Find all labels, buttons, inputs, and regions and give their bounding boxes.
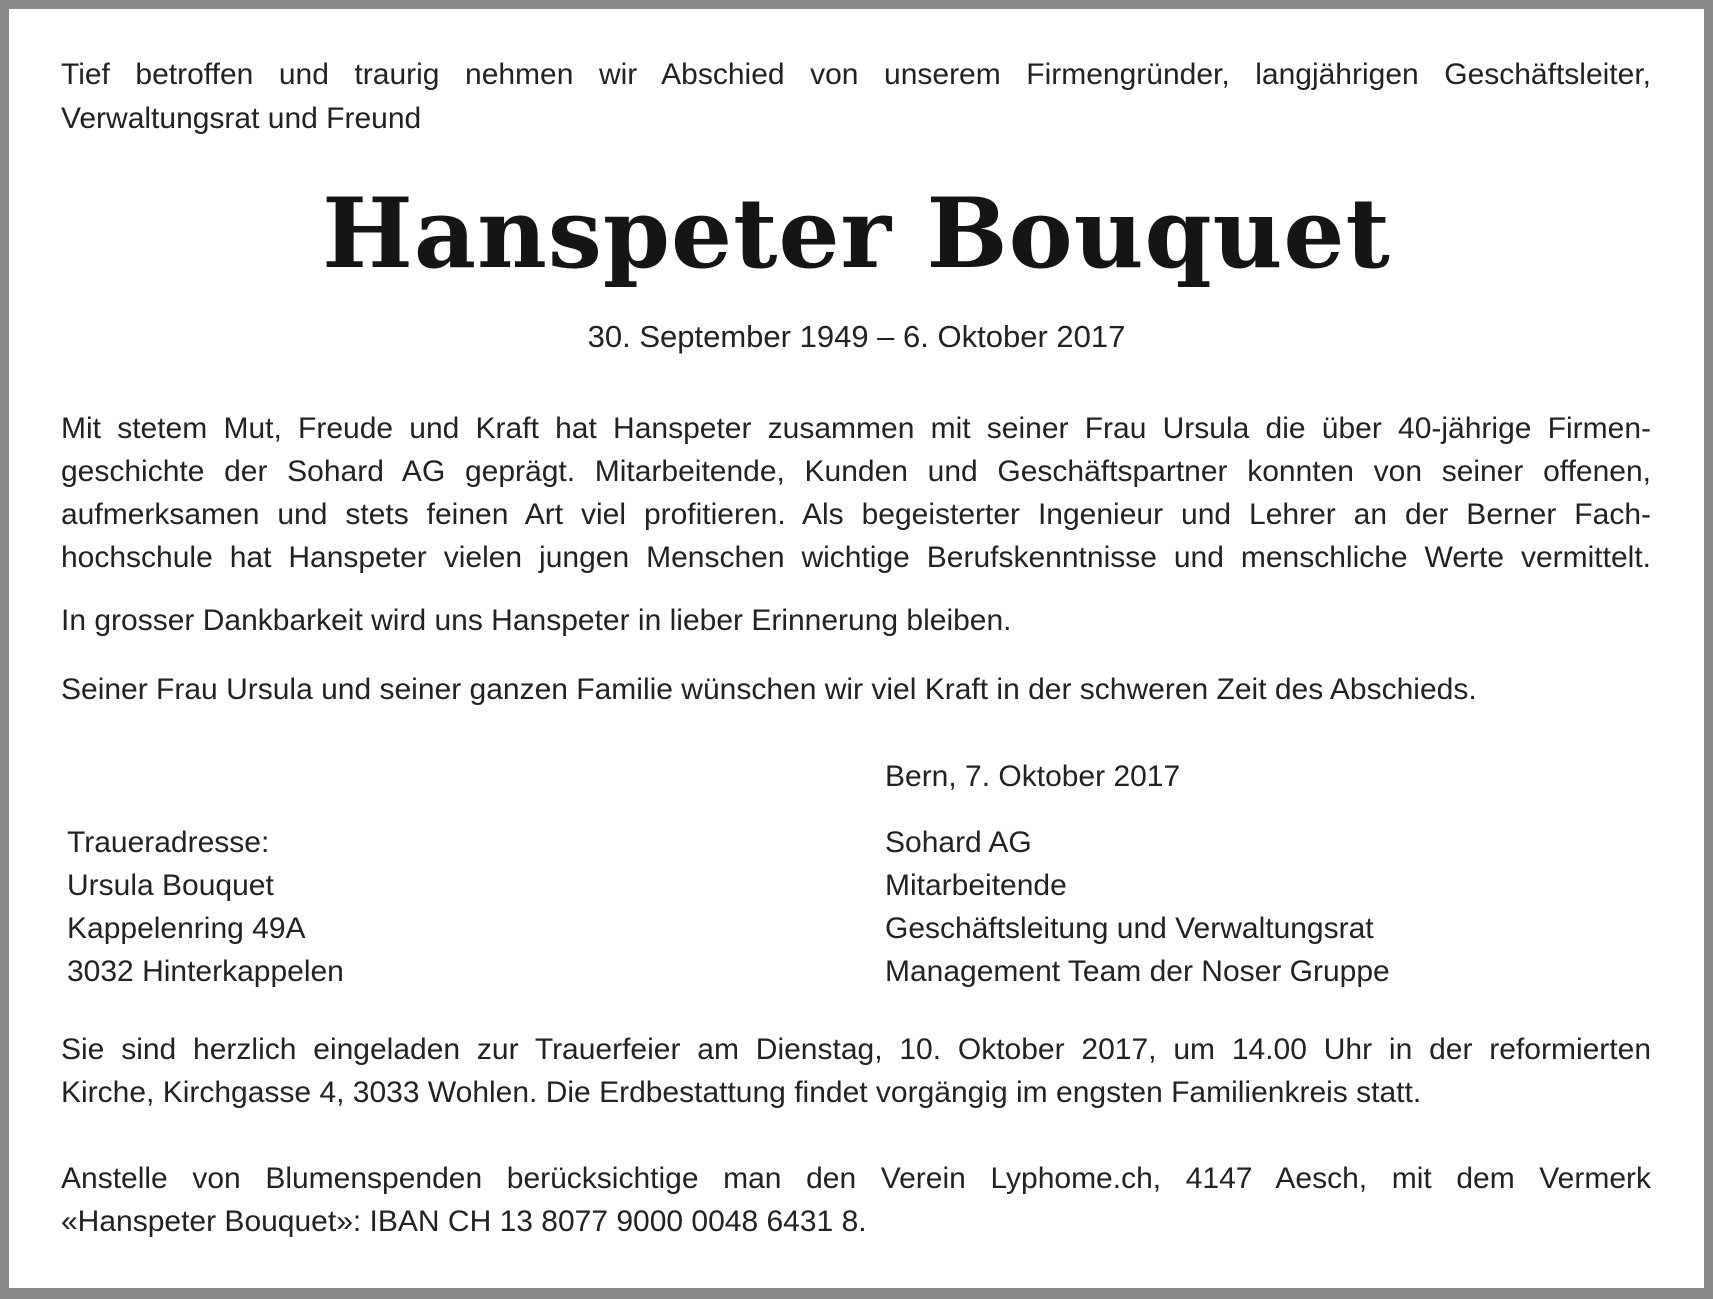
deceased-name: Hanspeter Bouquet	[322, 177, 1391, 290]
address-line: Traueradresse:	[67, 826, 270, 859]
address-line: Kappelenring 49A	[67, 912, 306, 945]
condolence-text: Seiner Frau Ursula und seiner ganzen Familie wünschen wir viel Kraft in der schweren Zeit des Abschieds.	[61, 673, 1477, 706]
signatory-line: Sohard AG	[885, 826, 1032, 859]
funeral-invitation	[61, 1028, 1651, 1114]
place-and-date: Bern, 7. Oktober 2017	[885, 760, 1181, 793]
signatory-line: Mitarbeitende	[885, 869, 1067, 902]
tribute-line: hochschule hat Hanspeter vielen jungen Menschen wichtige Berufskenntnisse und menschliche Werte vermittelt.	[61, 541, 1651, 574]
obituary-notice	[9, 9, 1704, 1288]
gratitude-text: In grosser Dankbarkeit wird uns Hanspeter in lieber Erinnerung bleiben.	[61, 604, 1012, 637]
signatories	[885, 821, 1390, 993]
address-line: Ursula Bouquet	[67, 869, 274, 902]
invitation-line: Sie sind herzlich eingeladen zur Trauerfeier am Dienstag, 10. Oktober 2017, um 14.00 Uhr in der reformierten	[61, 1033, 1651, 1066]
address-line: 3032 Hinterkappelen	[67, 955, 344, 988]
tribute-line: geschichte der Sohard AG geprägt. Mitarbeitende, Kunden und Geschäftspartner konnten von seiner offenen,	[61, 455, 1651, 488]
donation-note	[61, 1157, 1651, 1243]
signatory-line: Management Team der Noser Gruppe	[885, 955, 1390, 988]
signatory-line: Geschäftsleitung und Verwaltungsrat	[885, 912, 1374, 945]
tribute-paragraph	[61, 407, 1651, 579]
donation-line: «Hanspeter Bouquet»: IBAN CH 13 8077 9000 0048 6431 8.	[61, 1205, 867, 1238]
intro-line: Verwaltungsrat und Freund	[61, 102, 422, 135]
tribute-line: Mit stetem Mut, Freude und Kraft hat Hanspeter zusammen mit seiner Frau Ursula die über 40-jährige Firmen-	[61, 412, 1651, 445]
life-dates: 30. September 1949 – 6. Oktober 2017	[587, 319, 1126, 354]
intro-line: Tief betroffen und traurig nehmen wir Abschied von unserem Firmengründer, langjährigen Geschäftsleiter,	[61, 58, 1651, 91]
invitation-line: Kirche, Kirchgasse 4, 3033 Wohlen. Die Erdbestattung findet vorgängig im engsten Familienkreis statt.	[61, 1076, 1422, 1109]
tribute-line: aufmerksamen und stets feinen Art viel profitieren. Als begeisterter Ingenieur und Lehrer an der Berner Fach-	[61, 498, 1651, 531]
mourning-address	[67, 821, 344, 993]
donation-line: Anstelle von Blumenspenden berücksichtige man den Verein Lyphome.ch, 4147 Aesch, mit dem Vermerk	[61, 1162, 1651, 1195]
intro-text	[61, 53, 1651, 141]
